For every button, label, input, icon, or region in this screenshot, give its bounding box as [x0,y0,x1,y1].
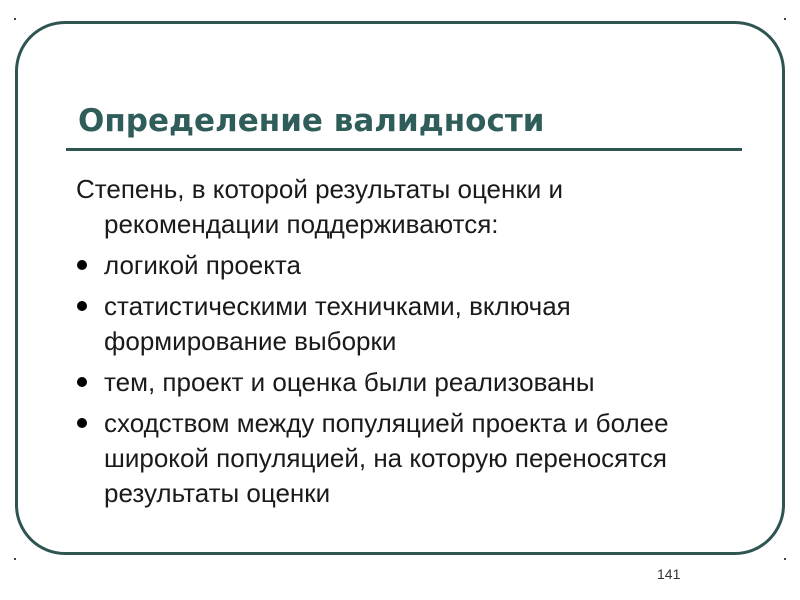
corner-dot-top-right [784,18,786,20]
bullet-item [76,289,736,359]
slide-title: Определение валидности [78,103,545,139]
bullet-list [76,248,736,511]
intro-text: Степень, в которой результаты оценки и рекомендации поддерживаются: [76,174,564,239]
corner-dot-bottom-right [784,558,786,560]
title-underline [66,148,742,151]
bullet-dot-icon [77,301,87,311]
bullet-item [76,365,736,400]
bullet-item [76,406,736,511]
bullet-dot-icon [77,418,87,428]
bullet-item [76,248,736,283]
bullet-text: тем, проект и оценка были реализованы [104,367,595,397]
bullet-dot-icon [77,260,87,270]
bullet-text: статистическими техничками, включая формирование выборки [104,291,571,356]
bullet-dot-icon [77,377,87,387]
bullet-text: логикой проекта [104,250,302,280]
corner-dot-top-left [14,18,16,20]
page-number: 141 [657,566,681,582]
corner-dot-bottom-left [14,558,16,560]
slide-content [76,172,736,517]
bullet-text: сходством между популяцией проекта и более широкой популяцией, на которую переносятся результаты оценки [104,408,669,508]
